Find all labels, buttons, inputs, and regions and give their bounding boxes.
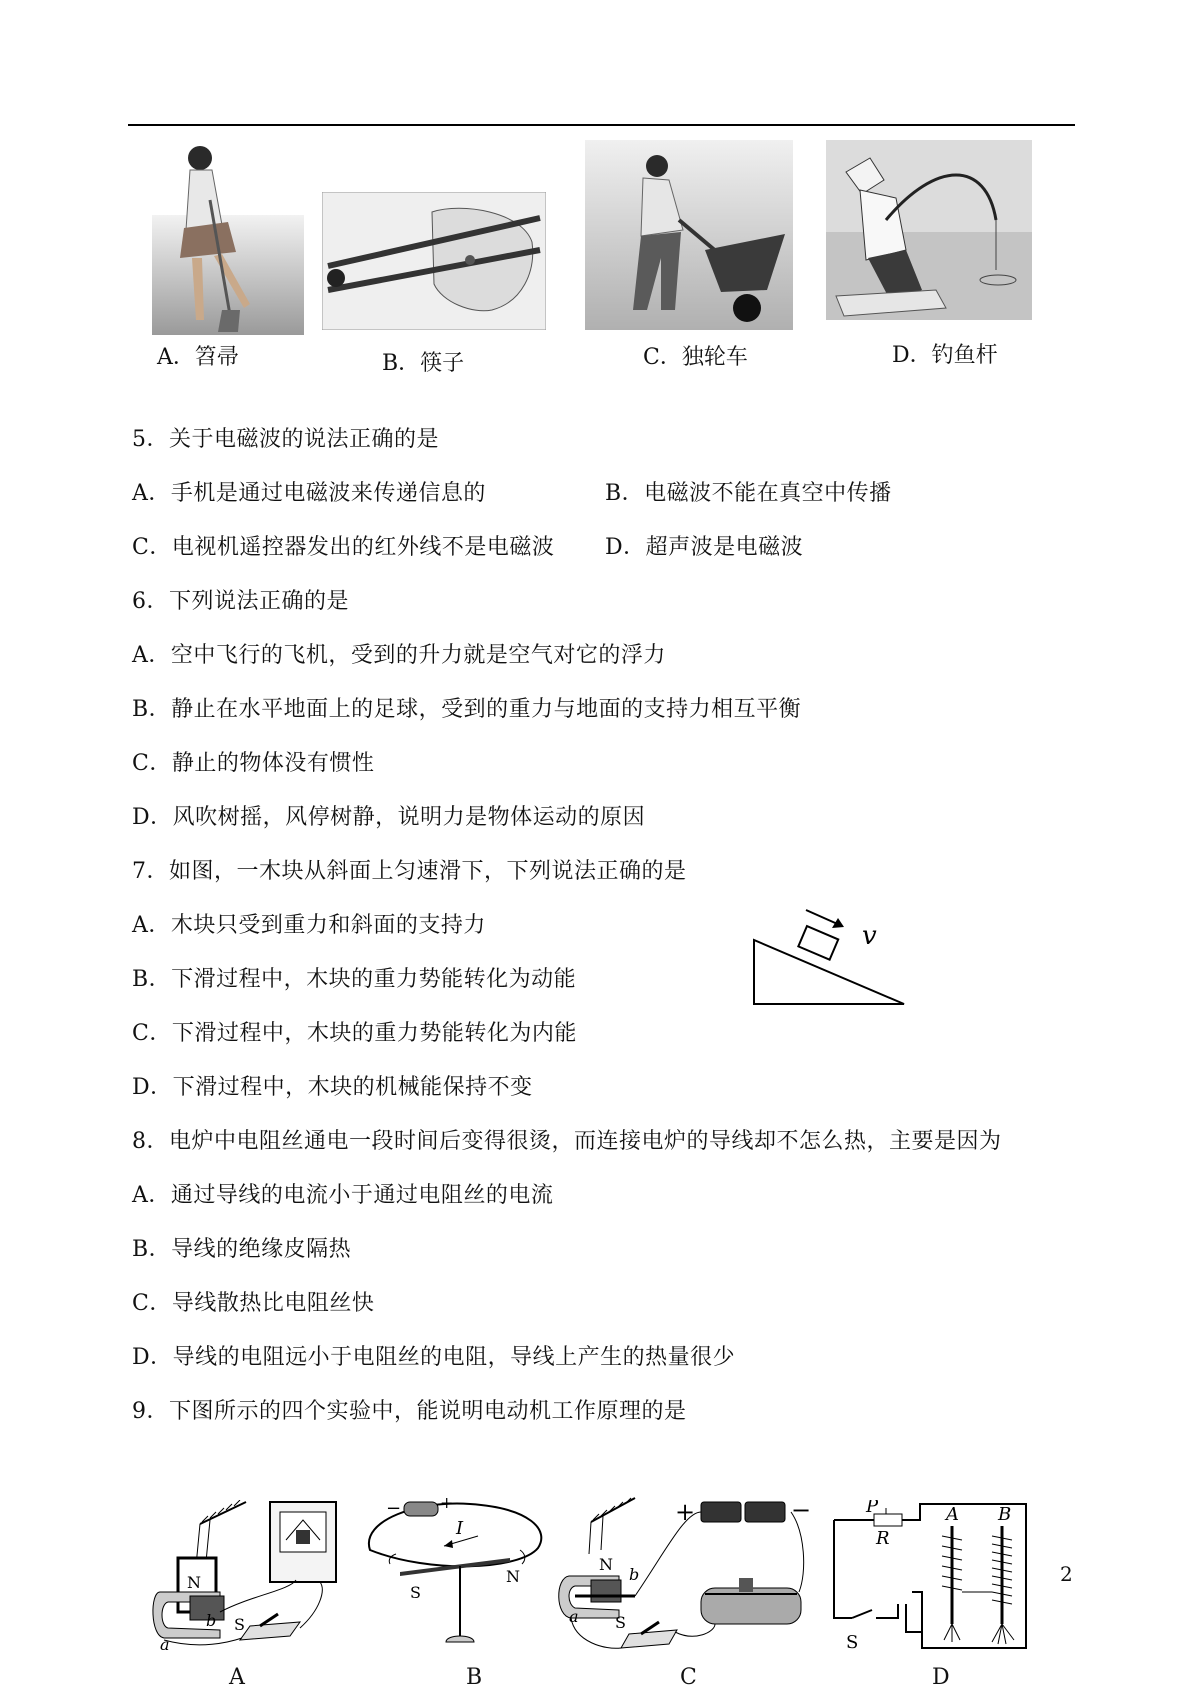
broom-girl-icon <box>152 140 304 335</box>
fig-c-minus: − <box>791 1496 812 1524</box>
page-number: 2 <box>1060 1562 1073 1586</box>
q7-option-d: D．下滑过程中，木块的机械能保持不变 <box>132 1075 533 1100</box>
fig-a-n-label: N <box>187 1573 201 1592</box>
fig-d-p-label: P <box>866 1500 879 1517</box>
q8-option-d: D．导线的电阻远小于电阻丝的电阻，导线上产生的热量很少 <box>132 1345 736 1370</box>
q4-option-b: B．筷子 <box>382 351 465 376</box>
q9-fig-a-label: A <box>229 1665 245 1690</box>
q5-option-c: C．电视机遥控器发出的红外线不是电磁波 <box>132 535 555 560</box>
incline-figure <box>752 900 908 1006</box>
fig-c-plus: + <box>675 1498 696 1526</box>
q7-option-a: A．木块只受到重力和斜面的支持力 <box>132 913 486 938</box>
q5-stem: 5．关于电磁波的说法正确的是 <box>132 427 439 452</box>
q7-option-b: B．下滑过程中，木块的重力势能转化为动能 <box>132 967 577 992</box>
q5-option-a: A．手机是通过电磁波来传递信息的 <box>132 481 486 506</box>
fig-b-minus: − <box>386 1498 402 1519</box>
fig-d-s-label: S <box>846 1632 859 1652</box>
fishing-man-icon <box>826 140 1032 320</box>
chopsticks-figure <box>322 192 546 330</box>
q9-stem: 9．下图所示的四个实验中，能说明电动机工作原理的是 <box>132 1399 687 1424</box>
q5-option-d: D．超声波是电磁波 <box>605 535 804 560</box>
q7-option-c: C．下滑过程中，木块的重力势能转化为内能 <box>132 1021 577 1046</box>
header-rule <box>128 124 1075 126</box>
q9-figure-b <box>360 1490 550 1660</box>
q6-option-a: A．空中飞行的飞机，受到的升力就是空气对它的浮力 <box>132 643 666 668</box>
q4-option-c: C．独轮车 <box>643 345 748 370</box>
q6-option-d: D．风吹树摇，风停树静，说明力是物体运动的原因 <box>132 805 646 830</box>
wheelbarrow-figure <box>585 140 793 330</box>
chopsticks-hand-icon <box>322 192 546 330</box>
q9-fig-c-label: C <box>680 1665 697 1690</box>
velocity-label: v <box>862 921 877 951</box>
q6-option-c: C．静止的物体没有惯性 <box>132 751 375 776</box>
wooden-block <box>798 926 838 960</box>
q9-fig-b-label: B <box>466 1665 483 1690</box>
fig-d-r-label: R <box>876 1528 890 1549</box>
q5-option-b: B．电磁波不能在真空中传播 <box>605 481 892 506</box>
q4-option-d: D．钓鱼杆 <box>892 343 998 368</box>
q8-option-a: A．通过导线的电流小于通过电阻丝的电流 <box>132 1183 554 1208</box>
broom-figure <box>152 140 304 335</box>
q8-option-c: C．导线散热比电阻丝快 <box>132 1291 375 1316</box>
q8-stem: 8．电炉中电阻丝通电一段时间后变得很烫，而连接电炉的导线却不怎么热，主要是因为 <box>132 1129 1002 1154</box>
wheelbarrow-man-icon <box>585 140 793 330</box>
q8-option-b: B．导线的绝缘皮隔热 <box>132 1237 352 1262</box>
fig-b-n-label: N <box>506 1567 520 1586</box>
q9-figure-c <box>555 1492 815 1657</box>
fig-b-plus: + <box>440 1493 454 1512</box>
fig-a-a-label: a <box>160 1635 170 1650</box>
fig-b-s-label: S <box>410 1583 421 1602</box>
q9-figure-d <box>826 1500 1052 1652</box>
fig-c-n-label: N <box>599 1555 613 1574</box>
fig-a-s-label: S <box>234 1615 245 1634</box>
q6-option-b: B．静止在水平地面上的足球，受到的重力与地面的支持力相互平衡 <box>132 697 802 722</box>
fig-c-s-label: S <box>615 1613 626 1632</box>
fig-c-b-label: b <box>629 1565 640 1584</box>
q6-stem: 6．下列说法正确的是 <box>132 589 349 614</box>
q4-option-a: A．笤帚 <box>157 345 239 370</box>
q7-stem: 7．如图，一木块从斜面上匀速滑下，下列说法正确的是 <box>132 859 687 884</box>
fig-a-b-label: b <box>206 1611 217 1630</box>
q9-fig-d-label: D <box>932 1665 950 1690</box>
fishing-rod-figure <box>826 140 1032 320</box>
fig-d-a-label: A <box>946 1504 959 1525</box>
fig-c-a-label: a <box>569 1607 579 1626</box>
q9-figure-a <box>150 1500 350 1650</box>
fig-b-current-label: I <box>456 1518 464 1539</box>
fig-d-b-label: B <box>998 1504 1012 1525</box>
